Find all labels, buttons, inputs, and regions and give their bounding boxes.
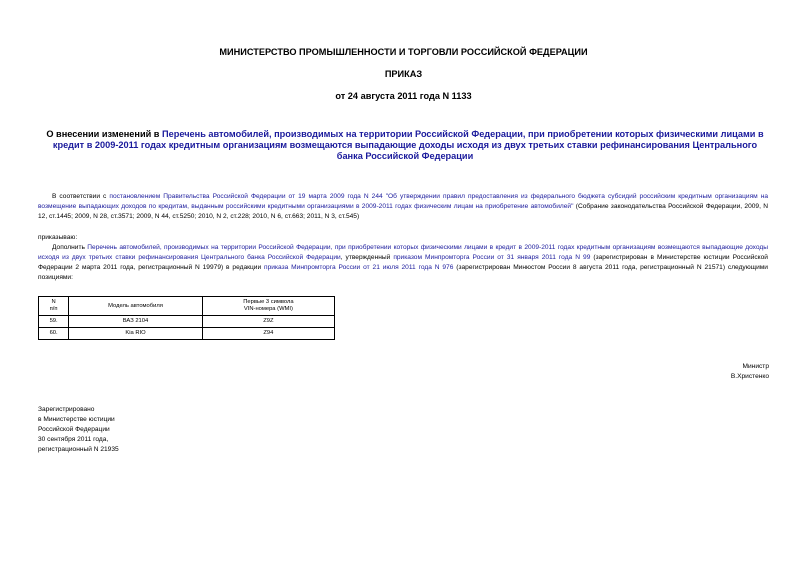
signatory-name: В.Христенко [730,373,769,380]
ministry-title: МИНИСТЕРСТВО ПРОМЫШЛЕННОСТИ И ТОРГОВЛИ РОССИЙСКОЙ ФЕДЕРАЦИИ [219,47,588,57]
amendment-middle-1: , утвержденный [340,254,394,261]
row-number: 60. [39,328,69,340]
registration-line: Российской Федерации [38,426,110,433]
vehicle-table [38,296,335,340]
signature-block [731,362,769,382]
row-model: ВАЗ 2104 [69,316,203,328]
row-vin: Z94 [202,328,334,340]
row-vin: Z9Z [202,316,334,328]
resolution-link[interactable]: постановлением Правительства Российской Федерации от 19 марта 2009 года N 244 "Об утверждении правил предоставления из федерального бюджета субсидий российским кредитным организациям на возмещение выпадающих доходов по кредитам, выданным российскими кредитными организациями в 2009-2011 годах физическим лицам на приобретение автомобилей" [38,193,769,210]
registration-block [38,405,119,455]
row-model: Kia RIO [69,328,203,340]
amendment-middle-2: (зарегистрирован в Министерстве юстиции Российской Федерации 2 марта 2011 года, регистрационный N 19979) в редакции [38,254,768,271]
registration-line: Зарегистрировано [38,406,95,413]
order-99-link[interactable]: приказом Минпромторга России от 31 января 2011 года N 99 [393,254,591,261]
paragraph-basis [38,192,768,222]
heading-link[interactable]: Перечень автомобилей, производимых на территории Российской Федерации, при приобретении которых физическими лицами в кредит в 2009-2011 годах кредитным организациям возмещаются выпадающие доходы исходя из двух третьих ставки рефинансирования Центрального банка Российской Федерации [52,129,764,161]
table-row [39,316,335,328]
document-heading [44,129,766,162]
order-type: ПРИКАЗ [384,69,423,79]
registration-line: регистрационный N 21935 [38,446,119,453]
registration-line: в Министерстве юстиции [38,416,115,423]
table-row [39,328,335,340]
heading-prefix: О внесении изменений в [46,129,163,139]
header-model: Модель автомобиля [69,297,203,316]
table-header-row [39,297,335,316]
decree-word: приказываю: [38,234,78,241]
header-vin: Первые 3 символа VIN-номера (WMI) [202,297,334,316]
row-number: 59. [39,316,69,328]
registration-line: 30 сентября 2011 года, [38,436,109,443]
paragraph-basis-suffix: (Собрание законодательства Российской Федерации, 2009, N 12, ст.1445; 2009, N 28, ст.3571; 2009, N 44, ст.5250; 2010, N 2, ст.228; 2010, N 6, ст.663; 2011, N 3, ст.545) [38,203,769,220]
header-number: N п/п [39,297,69,316]
signatory-title: Министр [742,363,769,370]
amendment-prefix: Дополнить [52,244,88,251]
order-date: от 24 августа 2011 года N 1133 [335,91,472,101]
paragraph-basis-prefix: В соответствии с [52,193,110,200]
paragraph-amendment [38,243,768,283]
vehicle-list-link[interactable]: Перечень автомобилей, производимых на территории Российской Федерации, при приобретении которых физическими лицами в кредит в 2009-2011 годах кредитным организациям возмещаются выпадающие доходы исходя из двух третьих ставки рефинансирования Центрального банка Российской Федерации [38,244,768,261]
amendment-suffix: (зарегистрирован Минюстом России 8 августа 2011 года, регистрационный N 21571) следующими позициями: [38,264,768,281]
order-976-link[interactable]: приказа Минпромторга России от 21 июля 2011 года N 976 [264,264,454,271]
